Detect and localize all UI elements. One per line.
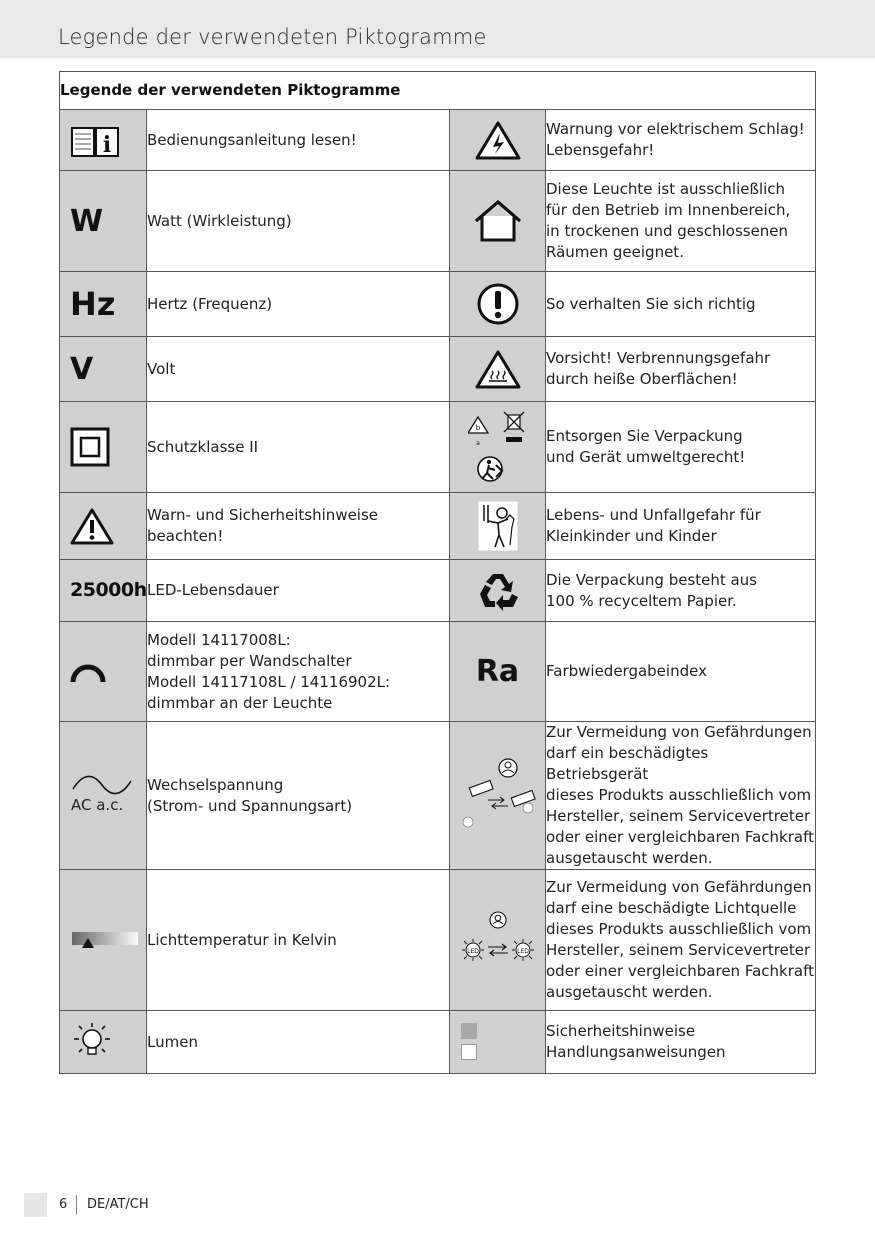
text-cell: Entsorgen Sie Verpackung und Gerät umweltgerecht! [546, 402, 816, 493]
text-cell: Zur Vermeidung von Gefährdungen darf eine beschädigte Lichtquelle dieses Produkts ausschließlich vom Hersteller, seinem Servicevertreter oder einer vergleichbaren Fachkraft ausgetauscht werden. [546, 870, 816, 1011]
pictogram-legend-table [59, 71, 816, 1074]
icon-cell [450, 110, 546, 171]
icon-cell [60, 337, 147, 402]
svg-text:b: b [475, 424, 480, 432]
text-cell: Volt [147, 337, 450, 402]
table-row [60, 493, 816, 560]
disposal-icons [468, 407, 528, 487]
text-cell: Schutzklasse II [147, 402, 450, 493]
exclamation-circle-icon [476, 282, 520, 326]
watt-icon: W [70, 203, 104, 239]
page-title: Legende der verwendeten Piktogramme [58, 25, 487, 49]
table-row [60, 110, 816, 171]
text-cell: Diese Leuchte ist ausschließlich für den Betrieb im Innenbereich, in trockenen und geschlossenen Räumen geeignet. [546, 171, 816, 272]
electric-shock-warning-icon [475, 120, 521, 160]
dimmable-arc-icon [70, 658, 106, 686]
icon-cell [450, 171, 546, 272]
icon-cell [60, 110, 147, 171]
icon-cell [60, 402, 147, 493]
text-cell: Bedienungsanleitung lesen! [147, 110, 450, 171]
footer-marker [24, 1193, 47, 1217]
icon-cell [60, 171, 147, 272]
lumen-bulb-icon [72, 1022, 112, 1062]
svg-text:a: a [475, 440, 480, 447]
svg-text:i: i [102, 132, 112, 158]
general-warning-icon [70, 507, 114, 545]
text-cell: Lebens- und Unfallgefahr für Kleinkinder und Kinder [546, 493, 816, 560]
icon-cell [450, 870, 546, 1011]
text-cell: Vorsicht! Verbrennungsgefahr durch heiße Oberflächen! [546, 337, 816, 402]
icon-cell [450, 622, 546, 722]
driver-replacement-icon [458, 756, 538, 836]
icon-cell [60, 1011, 147, 1074]
text-cell: So verhalten Sie sich richtig [546, 272, 816, 337]
text-cell: Warn- und Sicherheitshinweise beachten! [147, 493, 450, 560]
volt-icon: V [70, 351, 94, 387]
icon-cell [60, 870, 147, 1011]
table-row [60, 870, 816, 1011]
text-cell: Die Verpackung besteht aus 100 % recyceltem Papier. [546, 560, 816, 622]
hot-surface-warning-icon [475, 349, 521, 389]
svg-text:LED: LED [516, 948, 529, 955]
text-cell: Hertz (Frequenz) [147, 272, 450, 337]
table-row [60, 171, 816, 272]
icon-cell [60, 722, 147, 870]
text-cell: Warnung vor elektrischem Schlag! Lebensgefahr! [546, 110, 816, 171]
child-danger-icon [478, 501, 518, 551]
protection-class-ii-icon [70, 427, 110, 467]
icon-cell [450, 722, 546, 870]
icon-cell [60, 622, 147, 722]
text-cell: Watt (Wirkleistung) [147, 171, 450, 272]
text-cell: Lumen [147, 1011, 450, 1074]
led-lifetime-icon: 25000h [70, 579, 147, 601]
svg-text:LED: LED [466, 948, 479, 955]
table-title-row [60, 72, 816, 110]
icon-cell [450, 402, 546, 493]
icon-cell [450, 272, 546, 337]
icon-cell [450, 1011, 546, 1074]
indoor-house-icon [472, 199, 524, 243]
page-number: 6 [59, 1197, 68, 1212]
kelvin-scale-icon [72, 930, 138, 950]
icon-cell [450, 337, 546, 402]
color-rendering-icon: Ra [475, 654, 520, 689]
table-row [60, 622, 816, 722]
text-cell: Wechselspannung (Strom- und Spannungsart) [147, 722, 450, 870]
manual-info-icon [70, 120, 120, 160]
recycle-icon [476, 570, 520, 612]
table-row [60, 560, 816, 622]
table-row [60, 402, 816, 493]
footer-divider [76, 1195, 77, 1215]
swatch-legend-icon [460, 1021, 480, 1063]
footer-languages: DE/AT/CH [87, 1197, 149, 1212]
text-cell: Zur Vermeidung von Gefährdungen darf ein beschädigtes Betriebsgerät dieses Produkts ausschließlich vom Hersteller, seinem Servicevertreter oder einer vergleichbaren Fachkraft ausgetauscht werden. [546, 722, 816, 870]
icon-cell [60, 560, 147, 622]
table-row [60, 722, 816, 870]
text-cell: LED-Lebensdauer [147, 560, 450, 622]
icon-cell [60, 493, 147, 560]
text-cell: Lichttemperatur in Kelvin [147, 870, 450, 1011]
icon-cell [450, 493, 546, 560]
table-title: Legende der verwendeten Piktogramme [60, 72, 816, 110]
icon-cell [450, 560, 546, 622]
led-replacement-icon [458, 910, 538, 970]
table-row [60, 1011, 816, 1074]
table-row [60, 272, 816, 337]
text-cell: Farbwiedergabeindex [546, 622, 816, 722]
sine-wave-icon [71, 775, 133, 795]
text-cell: Sicherheitshinweise Handlungsanweisungen [546, 1011, 816, 1074]
icon-cell [60, 272, 147, 337]
table-row [60, 337, 816, 402]
alternating-current-icon: AC a.c. [71, 796, 124, 814]
hertz-icon: Hz [70, 284, 116, 323]
text-cell: Modell 14117008L: dimmbar per Wandschalter Modell 14117108L / 14116902L: dimmbar an der Leuchte [147, 622, 450, 722]
